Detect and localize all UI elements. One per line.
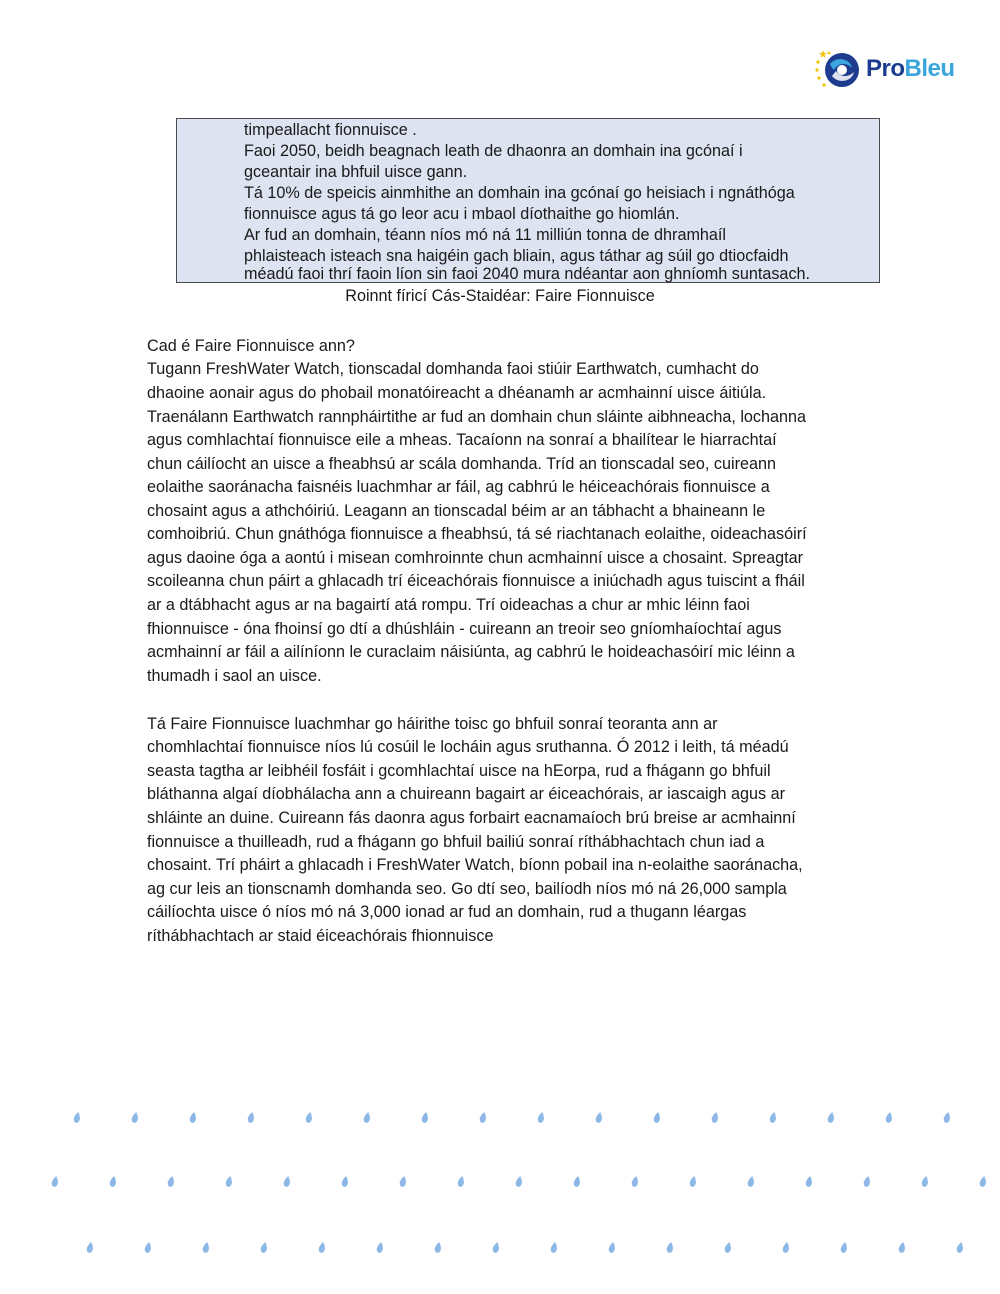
water-drop-icon [515,1176,523,1188]
fact-line: Faoi 2050, beidh beagnach leath de dhaonra an domhain ina gcónaí i [244,142,743,160]
paragraph-line: cáilíochta uisce ó níos mó ná 3,000 ionad ar fud an domhain, rud a thugann léargas [147,903,747,921]
water-drop-icon [305,1112,313,1124]
paragraph-line: thumadh i saol an uisce. [147,667,322,685]
paragraph-line: Tugann FreshWater Watch, tionscadal domhanda faoi stiúir Earthwatch, cumhacht do [147,360,759,378]
water-drop-icon [537,1112,545,1124]
water-drop-icon [608,1242,616,1254]
fact-line: timpeallacht fionnuisce . [244,121,417,139]
paragraph-line: agus comhlachtaí fionnuisce eile a mheas. Tacaíonn na sonraí a bhailítear le hiarrachtaí [147,431,777,449]
water-drop-icon [144,1242,152,1254]
water-drop-icon [421,1112,429,1124]
paragraph-line: fionnuisce a thuilleadh, rud a fhágann go bhfuil bailiú sonraí ríthábhachtach chun iad a [147,833,765,851]
water-drop-icon [247,1112,255,1124]
water-drop-icon [631,1176,639,1188]
water-drop-icon [434,1242,442,1254]
water-drop-icon [805,1176,813,1188]
water-drop-icon [131,1112,139,1124]
fact-box [176,118,880,283]
water-drop-icon [689,1176,697,1188]
fact-line: gceantair ina bhfuil uisce gann. [244,163,468,181]
paragraph-line: chun cáilíocht an uisce a fheabhsú ar scála domhanda. Tríd an tionscadal seo, cuireann [147,455,777,473]
water-drop-icon [573,1176,581,1188]
fact-line: Tá 10% de speicis ainmhithe an domhain ina gcónaí go heisiach i ngnáthóga [244,184,795,202]
paragraph-line: bláthanna algaí díobhálacha ann a chuireann bagairt ar éiceachórais, ar iascaigh agus ar [147,785,786,803]
water-drop-icon [318,1242,326,1254]
water-drop-icon [827,1112,835,1124]
water-drop-icon [653,1112,661,1124]
water-drop-icon [167,1176,175,1188]
fact-line: méadú faoi thrí faoin líon sin faoi 2040 mura ndéantar aon ghníomh suntasach. [244,265,811,283]
water-drop-icon [86,1242,94,1254]
water-drop-icon [479,1112,487,1124]
water-drop-icon [225,1176,233,1188]
fact-box-caption: Roinnt fíricí Cás-Staidéar: Faire Fionnuisce [345,287,655,305]
water-drop-icon [898,1242,906,1254]
water-drop-icon [885,1112,893,1124]
water-drop-icon [376,1242,384,1254]
probleu-logo [814,46,964,92]
paragraph-line: agus daoine óga a aontú i misean comhroinnte chun acmhainní uisce a chosaint. Spreagtar [147,549,804,567]
paragraph-line: fhionnuisce - óna fhoinsí go dtí a dhúshláin - cuireann an treoir seo gníomhaíochtaí agus [147,620,782,638]
water-drop-icon [283,1176,291,1188]
probleu-emblem-icon [814,46,862,92]
water-drop-icon [457,1176,465,1188]
water-drop-icon [747,1176,755,1188]
water-drop-icon [595,1112,603,1124]
paragraph-line: chomhlachtaí fionnuisce níos lú cosúil le locháin agus sruthanna. Ó 2012 i leith, tá méadú [147,738,789,756]
paragraph-line: Tá Faire Fionnuisce luachmhar go háirithe toisc go bhfuil sonraí teoranta ann ar [147,715,718,733]
water-drop-icon [769,1112,777,1124]
section-heading: Cad é Faire Fionnuisce ann? [147,337,355,355]
water-drop-icon [341,1176,349,1188]
water-drop-icon [711,1112,719,1124]
water-drop-icon [202,1242,210,1254]
logo-text-pro: Pro [866,55,905,82]
water-drop-icon [73,1112,81,1124]
paragraph-line: ríthábhachtach ar staid éiceachórais fhionnuisce [147,927,494,945]
water-drop-icon [666,1242,674,1254]
paragraph-line: chosaint. Trí pháirt a ghlacadh i FreshWater Watch, bíonn pobail ina n-eolaithe saoránacha, [147,856,803,874]
paragraph-line: ar a dtábhacht agus ar na bagairtí atá rompu. Trí oideachas a chur ar mhic léinn faoi [147,596,750,614]
water-drop-icon [492,1242,500,1254]
water-drop-icon [943,1112,951,1124]
fact-line: phlaisteach isteach sna haigéin gach bliain, agus táthar ag súil go dtiocfaidh [244,247,789,265]
logo-wordmark [866,55,955,83]
water-drop-icon [782,1242,790,1254]
water-drop-icon [109,1176,117,1188]
paragraph-line: ag cur leis an tionscnamh domhanda seo. Go dtí seo, bailíodh níos mó ná 26,000 sampla [147,880,787,898]
water-drop-icon [921,1176,929,1188]
water-drop-icon [399,1176,407,1188]
water-drop-icon [51,1176,59,1188]
water-drop-icon [550,1242,558,1254]
paragraph-line: comhoibriú. Chun gnáthóga fionnuisce a fheabhsú, tá sé riachtanach eolaithe, oideachasóirí [147,525,807,543]
logo-text-bleu: Bleu [904,55,955,82]
water-drop-icon [260,1242,268,1254]
fact-line: Ar fud an domhain, téann níos mó ná 11 milliún tonna de dhramhaíl [244,226,727,244]
water-drop-icon [189,1112,197,1124]
fact-line: fionnuisce agus tá go leor acu i mbaol díothaithe go hiomlán. [244,205,680,223]
water-drop-pattern [0,1100,1000,1270]
paragraph-line: eolaithe saoránacha faisnéis luachmhar ar fáil, ag cabhrú le héiceachórais fionnuisce a [147,478,770,496]
paragraph-line: Traenálann Earthwatch rannpháirtithe ar fud an domhain chun sláinte aibhneacha, lochanna [147,408,807,426]
paragraph-line: acmhainní ar fáil a ailíníonn le curaclaim náisiúnta, ag cabhrú le hoideachasóirí mic léinn a [147,643,795,661]
water-drop-icon [840,1242,848,1254]
paragraph-line: chosaint agus a athchóiriú. Leagann an tionscadal béim ar an tábhacht a bhaineann le [147,502,766,520]
water-drop-icon [979,1176,987,1188]
paragraph-line: shláinte an duine. Cuireann fás daonra agus forbairt eacnamaíoch brú breise ar acmhainní [147,809,796,827]
paragraph-line: scoileanna chun páirt a ghlacadh trí éiceachórais fionnuisce a iniúchadh agus tuiscint a fháil [147,572,805,590]
water-drop-icon [863,1176,871,1188]
water-drop-icon [363,1112,371,1124]
paragraph-line: dhaoine aonair agus do phobail monatóireacht a dhéanamh ar acmhainní uisce áitiúla. [147,384,767,402]
water-drop-icon [956,1242,964,1254]
paragraph-line: seasta tagtha ar leibhéil fosfáit i gcomhlachtaí uisce na hEorpa, rud a fhágann go bhfuil [147,762,771,780]
water-drop-icon [724,1242,732,1254]
